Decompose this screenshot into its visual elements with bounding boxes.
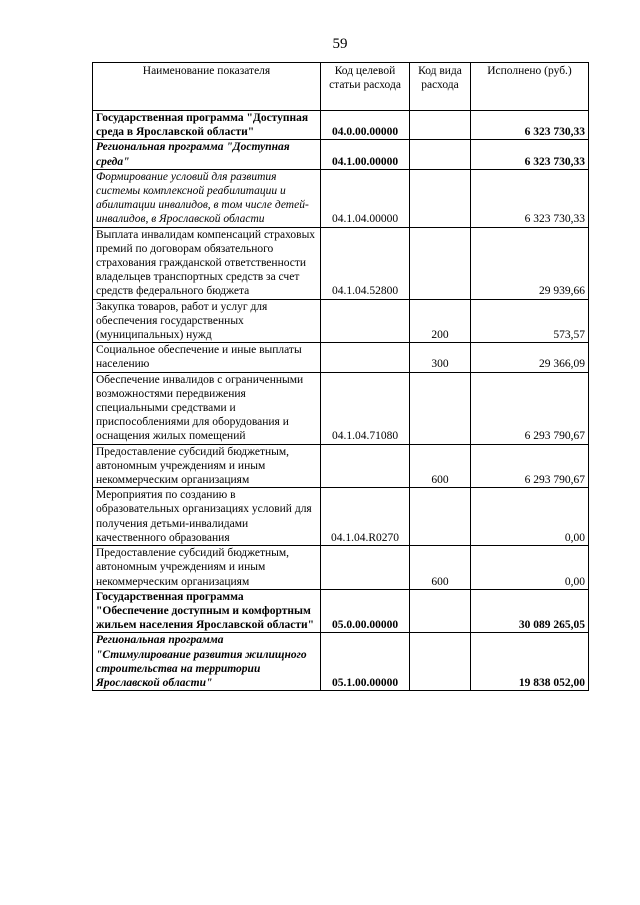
row-amount-cell: 0,00 <box>471 546 589 590</box>
table-row <box>93 169 589 227</box>
row-name-cell: Закупка товаров, работ и услуг для обеспечения государственных (муниципальных) нужд <box>93 299 321 343</box>
row-name-cell: Региональная программа "Стимулирование развития жилищного строительства на территории Ярославской области" <box>93 633 321 691</box>
row-kind-cell <box>410 140 471 169</box>
row-kind-cell: 600 <box>410 444 471 488</box>
row-kind-cell: 300 <box>410 343 471 372</box>
row-amount-cell: 30 089 265,05 <box>471 589 589 633</box>
row-name-cell: Обеспечение инвалидов с ограниченными возможностями передвижения специальными средствами и приспособлениями для оборудования и оснащения жилых помещений <box>93 372 321 444</box>
header-target-code: Код целевой статьи расхода <box>321 63 410 111</box>
row-kind-cell <box>410 111 471 140</box>
row-kind-cell <box>410 633 471 691</box>
row-amount-cell: 29 366,09 <box>471 343 589 372</box>
row-name-cell: Государственная программа "Обеспечение доступным и комфортным жильем населения Ярославской области" <box>93 589 321 633</box>
table-row <box>93 140 589 169</box>
row-code-cell: 05.0.00.00000 <box>321 589 410 633</box>
row-code-cell <box>321 299 410 343</box>
row-code-cell <box>321 546 410 590</box>
row-name-cell: Предоставление субсидий бюджетным, автономным учреждениям и иным некоммерческим организациям <box>93 444 321 488</box>
table-row <box>93 299 589 343</box>
table-row <box>93 111 589 140</box>
row-code-cell: 04.1.04.00000 <box>321 169 410 227</box>
row-code-cell: 04.1.04.71080 <box>321 372 410 444</box>
table-row <box>93 589 589 633</box>
row-name-cell: Мероприятия по созданию в образовательных организациях условий для получения детьми-инвалидами качественного образования <box>93 488 321 546</box>
table-row <box>93 372 589 444</box>
row-code-cell: 04.1.04.R0270 <box>321 488 410 546</box>
header-executed: Исполнено (руб.) <box>471 63 589 111</box>
row-amount-cell: 6 293 790,67 <box>471 372 589 444</box>
table-row <box>93 488 589 546</box>
table-row <box>93 227 589 299</box>
table-header-row <box>93 63 589 111</box>
row-name-cell: Социальное обеспечение и иные выплаты населению <box>93 343 321 372</box>
table-row <box>93 444 589 488</box>
row-amount-cell: 6 323 730,33 <box>471 111 589 140</box>
budget-table <box>92 62 589 691</box>
row-kind-cell <box>410 589 471 633</box>
row-kind-cell <box>410 488 471 546</box>
page-number: 59 <box>332 36 348 52</box>
row-code-cell: 04.1.00.00000 <box>321 140 410 169</box>
row-amount-cell: 573,57 <box>471 299 589 343</box>
row-kind-cell: 600 <box>410 546 471 590</box>
row-amount-cell: 6 293 790,67 <box>471 444 589 488</box>
header-expense-kind: Код вида расхода <box>410 63 471 111</box>
row-name-cell: Региональная программа "Доступная среда" <box>93 140 321 169</box>
row-amount-cell: 6 323 730,33 <box>471 169 589 227</box>
row-kind-cell <box>410 227 471 299</box>
row-amount-cell: 0,00 <box>471 488 589 546</box>
table-row <box>93 546 589 590</box>
row-kind-cell <box>410 372 471 444</box>
row-amount-cell: 29 939,66 <box>471 227 589 299</box>
row-name-cell: Выплата инвалидам компенсаций страховых премий по договорам обязательного страхования гражданской ответственности владельцев транспортных средств за счет средств федерального бюджета <box>93 227 321 299</box>
row-amount-cell: 19 838 052,00 <box>471 633 589 691</box>
row-name-cell: Формирование условий для развития системы комплексной реабилитации и абилитации инвалидов, в том числе детей-инвалидов, в Ярославской области <box>93 169 321 227</box>
row-name-cell: Государственная программа "Доступная среда в Ярославской области" <box>93 111 321 140</box>
row-code-cell <box>321 444 410 488</box>
row-code-cell: 04.1.04.52800 <box>321 227 410 299</box>
row-code-cell <box>321 343 410 372</box>
row-name-cell: Предоставление субсидий бюджетным, автономным учреждениям и иным некоммерческим организациям <box>93 546 321 590</box>
row-kind-cell: 200 <box>410 299 471 343</box>
header-indicator-name: Наименование показателя <box>93 63 321 111</box>
row-code-cell: 04.0.00.00000 <box>321 111 410 140</box>
row-code-cell: 05.1.00.00000 <box>321 633 410 691</box>
table-row <box>93 343 589 372</box>
table-row <box>93 633 589 691</box>
row-kind-cell <box>410 169 471 227</box>
row-amount-cell: 6 323 730,33 <box>471 140 589 169</box>
